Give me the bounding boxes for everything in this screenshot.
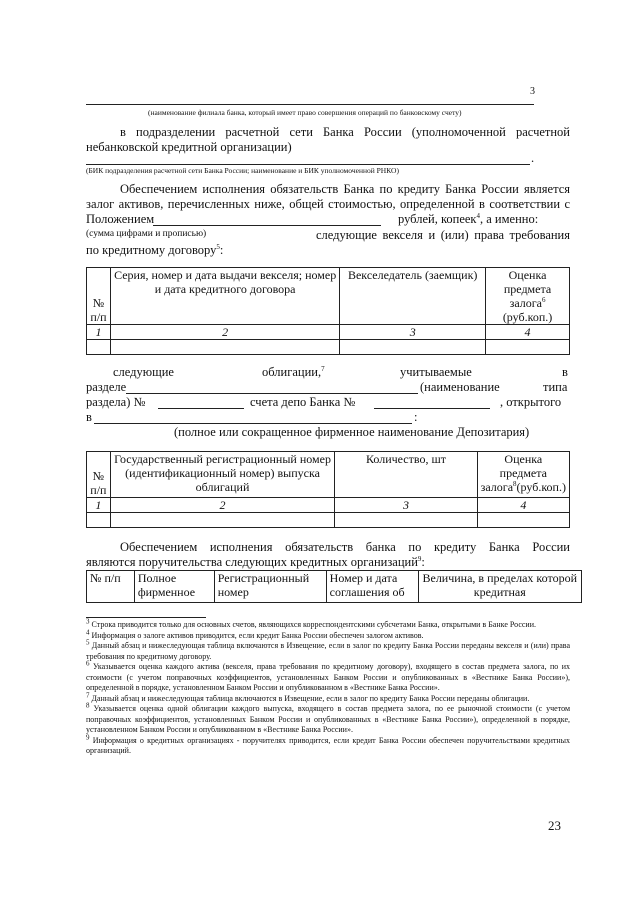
- footnote-4: $^4$ Информация о залоге активов приводится, если кредит Банка России обеспечен залогом активов.: [86, 627, 424, 640]
- bonds-w4: в: [562, 365, 568, 379]
- footnote-ref-7: 7: [321, 364, 325, 373]
- table-header-row: [87, 571, 582, 603]
- table-header-row: [87, 268, 570, 325]
- footnote-5: $^5$ Данный абзац и нижеследующая таблица включаются в Извещение, если в залог по кредиту Банка России переданы векселя и (или) права требования по кредитному договору.: [86, 638, 570, 661]
- section-blank: [126, 393, 418, 394]
- bonds-r4b: :: [414, 410, 418, 424]
- col-header-valuation: Оценка предмета залога$^8$(руб.коп.): [477, 452, 569, 498]
- sum-caption: (сумма цифрами и прописью): [86, 229, 207, 239]
- col-header-full-name: Полное фирменное: [134, 571, 214, 603]
- footnote-ref-4: 4: [476, 211, 480, 220]
- col-header-quantity: Количество, шт: [335, 452, 477, 498]
- table-number-row: 1 2 3 4: [87, 498, 570, 513]
- depository-caption: (полное или сокращенное фирменное наименование Депозитария): [174, 425, 530, 439]
- footnote-ref-5: 5: [216, 242, 220, 251]
- bonds-r3a: раздела) №: [86, 395, 146, 409]
- col-header-drawer: Векселедатель (заемщик): [340, 268, 486, 325]
- collateral-line5: по кредитному договору: [86, 243, 217, 257]
- col-header-agreement: Номер и дата соглашения об: [326, 571, 418, 603]
- table-row: [87, 513, 570, 528]
- bonds-r2b: (наименование: [420, 380, 500, 394]
- branch-caption: (наименование филиала банка, который имеет право совершения операций по банковскому счету): [148, 108, 462, 117]
- table-row: [87, 340, 570, 355]
- col-header-valuation: Оценка предмета залога$^6$ (руб.коп.): [486, 268, 570, 325]
- collateral-line3-a: Положением: [86, 212, 155, 226]
- bonds-table: [86, 451, 570, 528]
- subdivision-caption: (БИК подразделения расчетной сети Банка России; наименование и БИК уполномоченной РНКО): [86, 166, 399, 175]
- footnote-8: $^8$ Указывается оценка одной облигации каждого выпуска, входящего в состав предмета залога, по ее рыночной стоимости (с учетом поправочных коэффициентов, установленных Банком России и опубликованных в «Вестнике Банка России»), определенной в порядке, установленном Банком России и опубликованном в «Вестнике Банка России».: [86, 701, 571, 734]
- bonds-w3: учитываемые: [400, 365, 472, 379]
- collateral-line3-b: рублей, копеек: [398, 212, 477, 226]
- bonds-r3b: счета депо Банка №: [250, 395, 356, 409]
- bonds-r2a: разделе: [86, 380, 127, 394]
- bonds-w2: облигации,: [262, 365, 322, 379]
- col-header-bill: Серия, номер и дата выдачи векселя; номер и дата кредитного договора: [110, 268, 339, 325]
- footnote-7: $^7$ Данный абзац и нижеследующая таблица включаются в Извещение, если в залог по кредиту Банка России переданы облигации.: [86, 690, 530, 703]
- subdivision-line: [86, 164, 530, 165]
- collateral-assets-table: [86, 267, 570, 355]
- footnote-ref-9: 9: [417, 554, 422, 563]
- col-header-number: № п/п: [87, 268, 111, 325]
- col-header-amount: Величина, в пределах которой кредитная: [418, 571, 581, 603]
- col-header-reg-number: Государственный регистрационный номер (идентификационный номер) выпуска облигаций: [110, 452, 335, 498]
- col-header-number: № п/п: [87, 571, 135, 603]
- bonds-w1: следующие: [113, 365, 174, 379]
- depo-account-blank: [374, 408, 490, 409]
- guarantors-table: [86, 570, 582, 603]
- collateral-line3-c: , а именно:: [480, 212, 539, 226]
- footnote-6: $^6$ Указывается оценка каждого актива (векселя, права требования по кредитному договору), входящего в состав предмета залога, по их стоимости (с учетом поправочных коэффициентов, установленных Банком России и опубликованных в «Вестнике Банка России»), определенной в порядке, установленном Банком России и опубликованном в «Вестнике Банка России».: [86, 659, 571, 692]
- bonds-r3c: , открытого: [500, 395, 562, 409]
- col-header-number: № п/п: [87, 452, 111, 498]
- guarantee-line1: Обеспечением исполнения обязательств банка по кредиту Банка России: [120, 540, 570, 554]
- subdivision-line2: небанковской кредитной организации): [86, 140, 292, 154]
- bonds-r4a: в: [86, 410, 92, 424]
- footnote-separator: [86, 617, 206, 618]
- section-number-blank: [158, 408, 244, 409]
- page-number: 23: [548, 818, 561, 833]
- top-page-number: 3: [530, 86, 535, 97]
- depository-blank: [94, 423, 412, 424]
- bonds-r2c: типа: [543, 380, 568, 394]
- sum-blank: [153, 225, 381, 226]
- branch-line: [86, 104, 534, 105]
- guarantee-line2: являются поручительства следующих кредитных организаций: [86, 555, 418, 569]
- collateral-line1: Обеспечением исполнения обязательств Банка по кредиту Банка России является: [120, 182, 570, 196]
- collateral-line2: залог активов, перечисленных ниже, общей стоимостью, определенной в соответствии с: [86, 197, 570, 211]
- collateral-line4: следующие векселя и (или) права требования: [316, 228, 570, 242]
- footnote-9: $^9$ Информация о кредитных организациях - поручителях приводится, если кредит Банка России обеспечен поручительствами кредитных организаций.: [86, 732, 571, 755]
- table-header-row: [87, 452, 570, 498]
- subdivision-line1: в подразделении расчетной сети Банка России (уполномоченной расчетной: [120, 125, 570, 139]
- footnote-3: $^3$ Строка приводится только для основных счетов, являющихся корреспондентскими субсчетами Банка, открытыми в Банке России.: [86, 617, 536, 629]
- table-number-row: 1 2 3 4: [87, 325, 570, 340]
- footnotes: [86, 617, 571, 757]
- col-header-reg-number: Регистрационный номер: [214, 571, 326, 603]
